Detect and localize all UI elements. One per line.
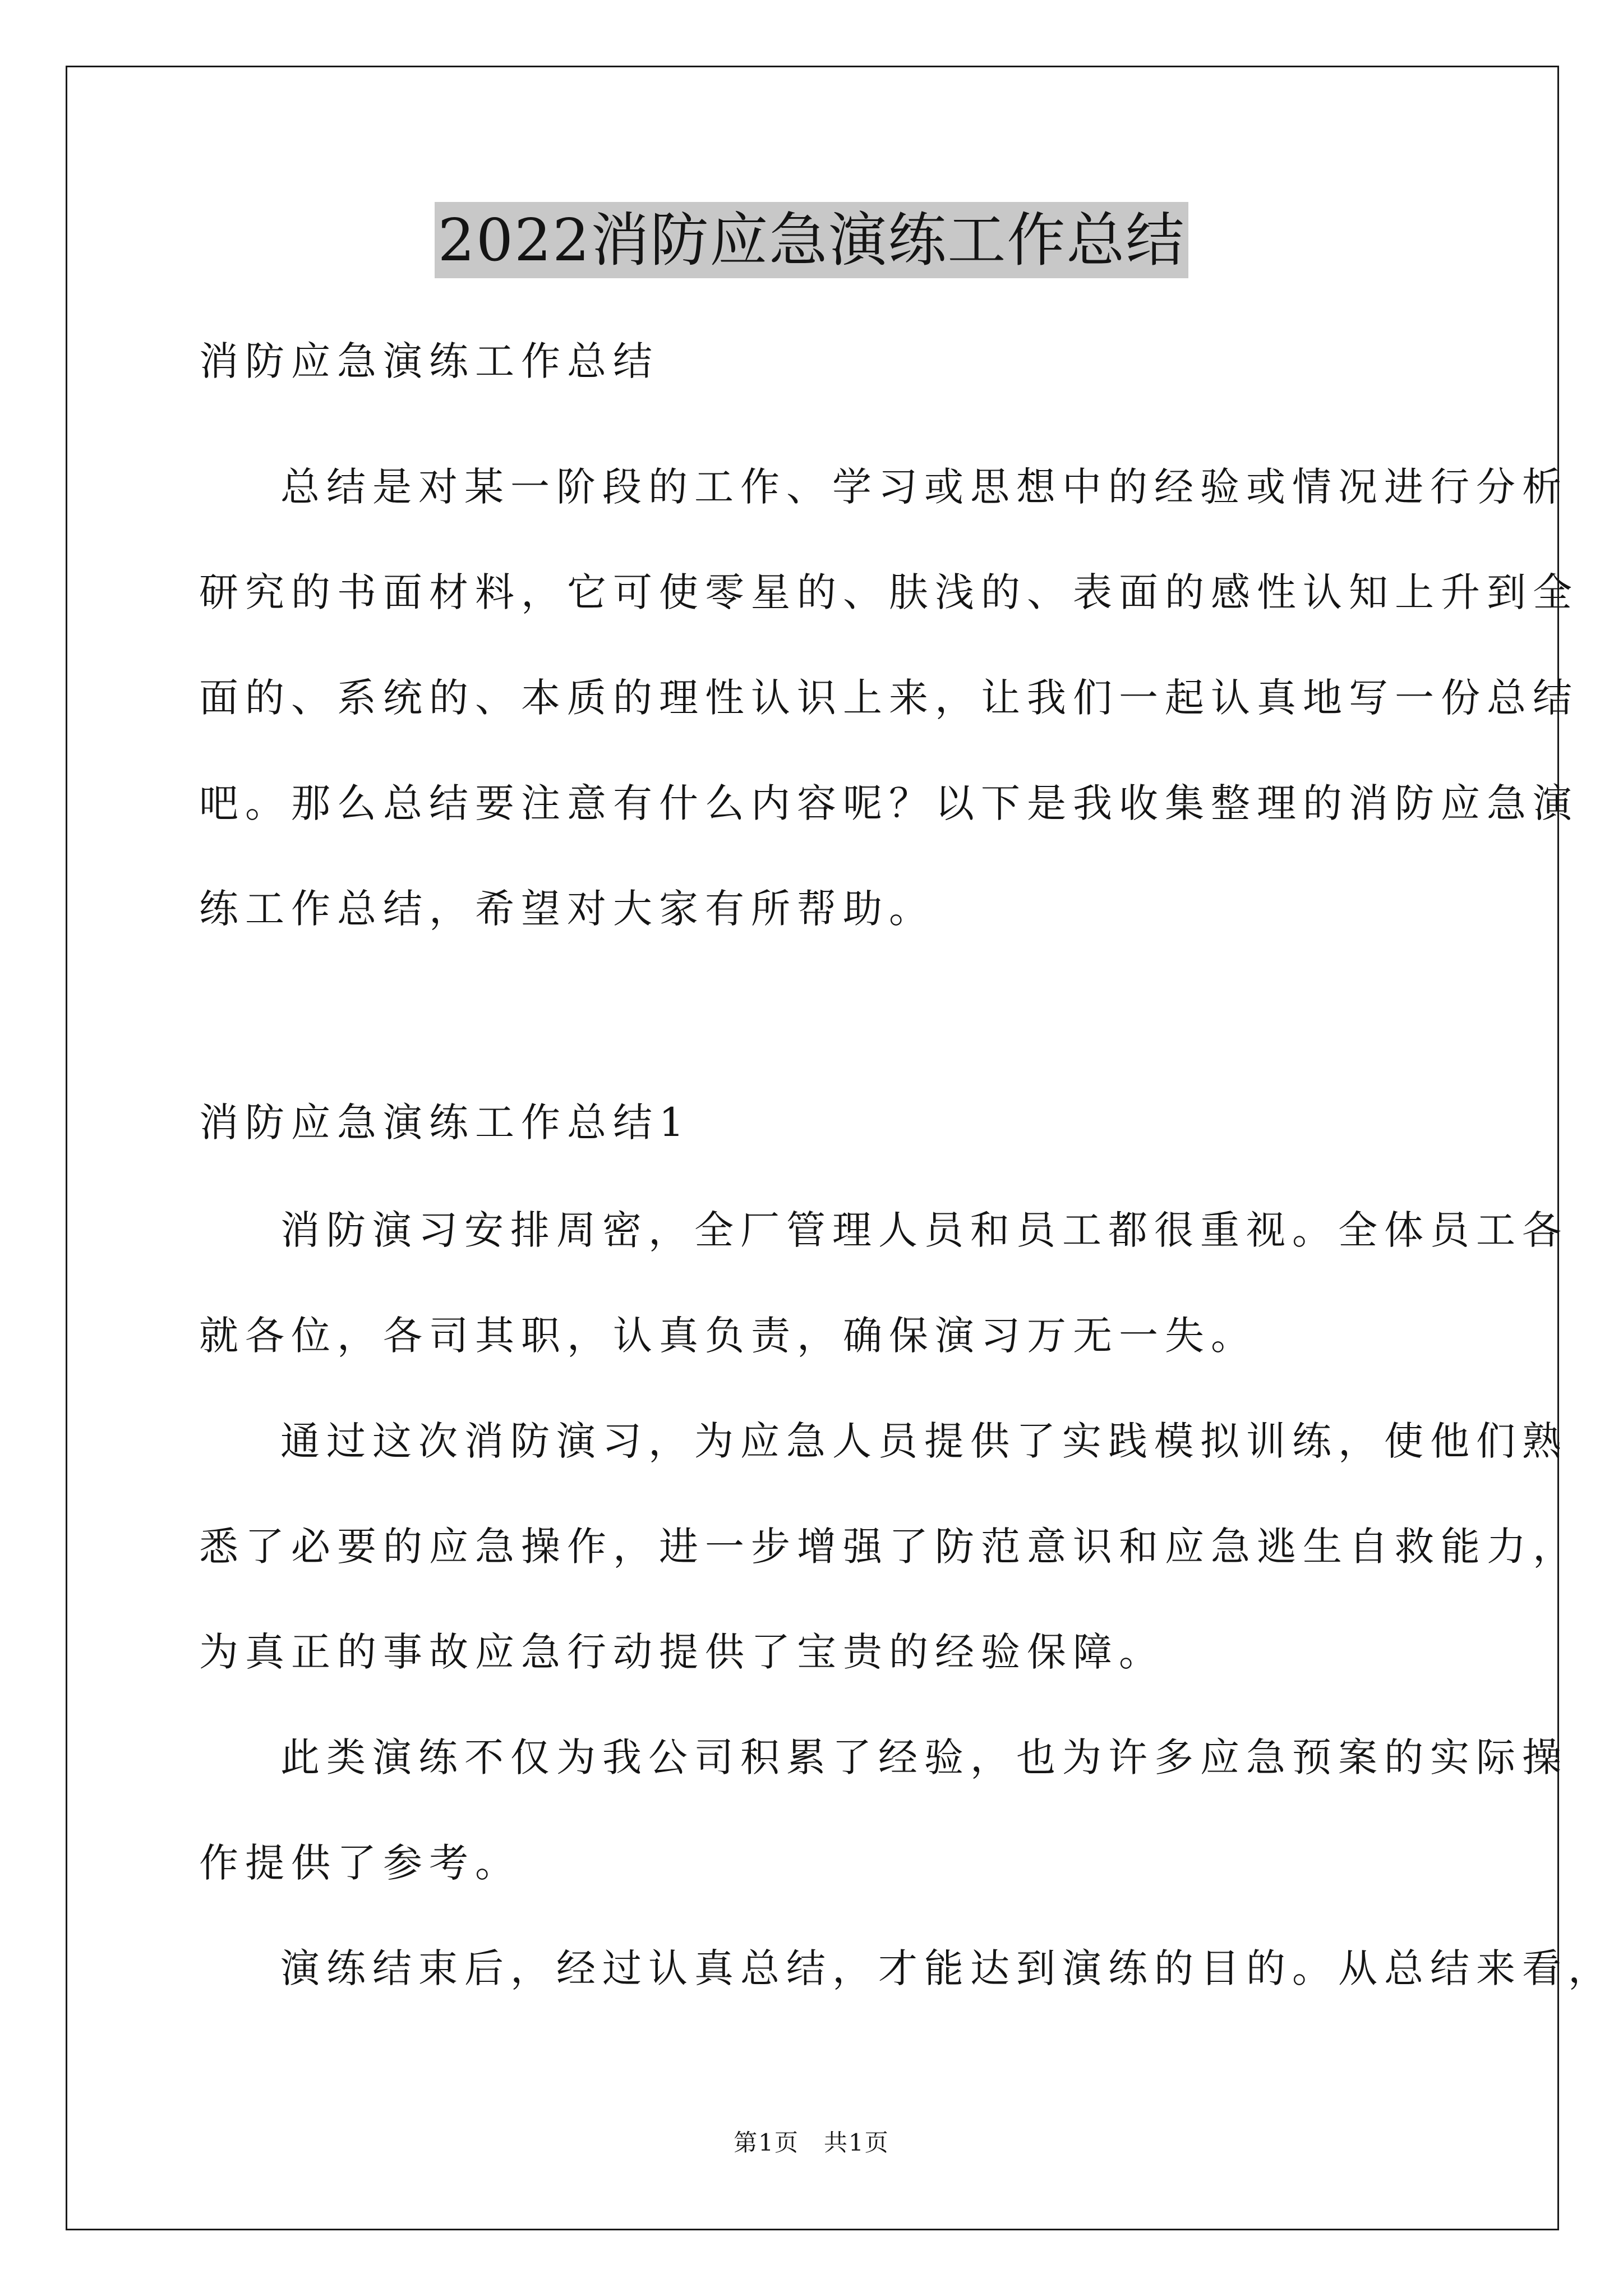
page-footer bbox=[0, 2126, 1623, 2160]
paragraph-line: 面的、系统的、本质的理性认识上来，让我们一起认真地写一份总结 bbox=[199, 675, 1579, 721]
paragraph-line: 吧。那么总结要注意有什么内容呢？以下是我收集整理的消防应急演 bbox=[199, 780, 1579, 826]
section-heading-block bbox=[199, 1070, 1438, 1175]
paragraph-line: 就各位，各司其职，认真负责，确保演习万无一失。 bbox=[199, 1313, 1257, 1359]
paragraph-line: 通过这次消防演习，为应急人员提供了实践模拟训练，使他们熟 bbox=[280, 1418, 1568, 1464]
paragraph-line: 演练结束后，经过认真总结，才能达到演练的目的。从总结来看， bbox=[280, 1945, 1614, 1991]
paragraph-line: 研究的书面材料，它可使零星的、肤浅的、表面的感性认知上升到全 bbox=[199, 569, 1579, 615]
paragraph-line: 练工作总结，希望对大家有所帮助。 bbox=[199, 886, 935, 932]
paragraph-line: 此类演练不仅为我公司积累了经验，也为许多应急预案的实际操 bbox=[280, 1734, 1568, 1780]
paragraph-line: 作提供了参考。 bbox=[199, 1840, 521, 1886]
document-title: 2022消防应急演练工作总结 bbox=[435, 202, 1189, 278]
paragraph-line: 悉了必要的应急操作，进一步增强了防范意识和应急逃生自救能力， bbox=[199, 1524, 1579, 1570]
section-heading: 消防应急演练工作总结1 bbox=[199, 1099, 691, 1145]
title-container bbox=[0, 202, 1623, 278]
document-subtitle: 消防应急演练工作总结 bbox=[199, 338, 659, 384]
intro-paragraph bbox=[199, 434, 1579, 961]
paragraph-line: 消防演习安排周密，全厂管理人员和员工都很重视。全体员工各 bbox=[280, 1207, 1568, 1253]
section-body bbox=[199, 1177, 1614, 2021]
paragraph-line: 总结是对某一阶段的工作、学习或思想中的经验或情况进行分析 bbox=[280, 464, 1568, 510]
paragraph-line: 为真正的事故应急行动提供了宝贵的经验保障。 bbox=[199, 1629, 1165, 1675]
subtitle-block bbox=[199, 309, 1438, 414]
page-number-label: 第1页 共1页 bbox=[734, 2129, 889, 2156]
